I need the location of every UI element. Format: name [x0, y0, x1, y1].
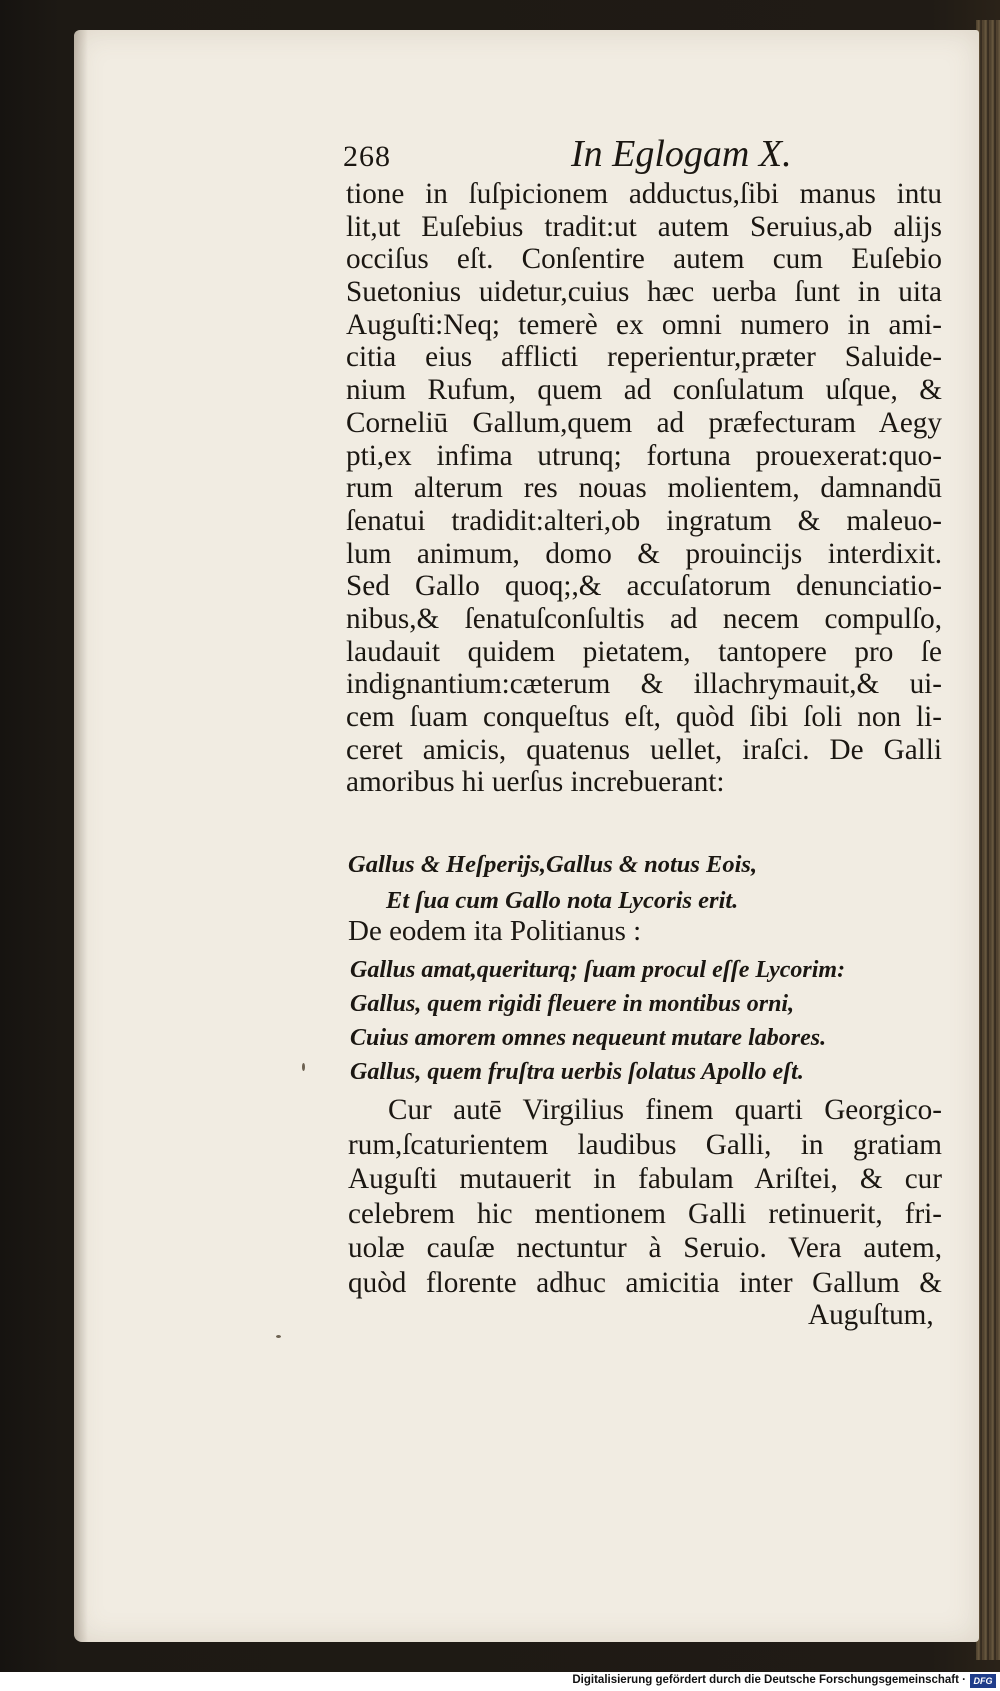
- verse-line: Gallus amat,queriturq; ſuam procul eſſe Lycorim:: [350, 957, 846, 983]
- catchword: Auguſtum,: [808, 1299, 934, 1331]
- text-line: nium Rufum, quem ad conſulatum uſque, &: [346, 374, 942, 407]
- verse-quotation-2: [350, 953, 910, 1089]
- text-line: Auguſti:Neq; temerè ex omni numero in ami-: [346, 308, 942, 341]
- funding-credit: Digitalisierung gefördert durch die Deutsche Forschungsgemeinschaft ·: [572, 1674, 966, 1686]
- running-head: [343, 132, 803, 178]
- body-paragraph-2: [348, 1093, 942, 1300]
- text-line: ſenatui tradidit:alteri,ob ingratum & maleuo-: [346, 504, 942, 537]
- text-line: Cur autē Virgilius finem quarti Georgico-: [388, 1094, 942, 1126]
- text-line: quòd florente adhuc amicitia inter Gallum &: [348, 1266, 942, 1299]
- text-line: Suetonius uidetur,cuius hæc uerba ſunt in uita: [346, 276, 942, 309]
- text-line: tione in ſuſpicionem adductus,ſibi manus intu: [346, 178, 942, 210]
- verse-quotation-1: [348, 847, 908, 919]
- verse-introduction: De eodem ita Politianus :: [348, 915, 642, 947]
- running-title: In Eglogam X.: [571, 133, 792, 175]
- text-line: occiſus eſt. Conſentire autem cum Euſebio: [346, 243, 942, 276]
- text-line: cem ſuam conqueſtus eſt, quòd ſibi ſoli non li-: [346, 701, 942, 733]
- text-line: uolæ cauſæ nectuntur à Seruio. Vera autem,: [348, 1232, 942, 1264]
- text-line: ceret amicis, quatenus uellet, iraſci. De Galli: [346, 733, 942, 766]
- text-line: lum animum, domo & prouincijs interdixit.: [346, 537, 942, 570]
- text-line: Auguſti mutauerit in fabulam Ariſtei, & cur: [348, 1163, 942, 1195]
- book-fore-edge: [976, 20, 1000, 1660]
- text-line: celebrem hic mentionem Galli retinuerit, fri-: [348, 1197, 942, 1230]
- page-gutter-shadow: [74, 30, 88, 1642]
- verse-line: Gallus, quem rigidi fleuere in montibus orni,: [350, 991, 795, 1017]
- verse-line: Gallus, quem fruſtra uerbis ſolatus Apollo eſt.: [350, 1059, 804, 1085]
- verse-line: Gallus & Heſperijs,Gallus & notus Eois,: [348, 851, 758, 878]
- text-line: pti,ex infima utrunq; fortuna prouexerat:quo-: [346, 439, 942, 472]
- text-line: rum alterum res nouas molientem, damnandū: [346, 472, 942, 505]
- paper-speck: [276, 1335, 281, 1338]
- text-line: rum,ſcaturientem laudibus Galli, in gratiam: [348, 1128, 942, 1161]
- text-line: indignantium:cæterum & illachrymauit,& ui-: [346, 668, 942, 701]
- body-paragraph-1: [346, 178, 942, 799]
- verse-line: Cuius amorem omnes nequeunt mutare labores.: [350, 1025, 827, 1051]
- text-line: laudauit quidem pietatem, tantopere pro ſe: [346, 635, 942, 668]
- text-line: Sed Gallo quoq;,& accuſatorum denunciatio-: [346, 570, 942, 603]
- text-line: amoribus hi uerſus increbuerant:: [346, 766, 725, 799]
- dfg-logo: DFG: [970, 1674, 996, 1688]
- footer-bar: [0, 1672, 1000, 1691]
- text-line: nibus,& ſenatuſconſultis ad necem compulſo,: [346, 602, 942, 635]
- text-line: lit,ut Euſebius tradit:ut autem Seruius,ab alijs: [346, 210, 942, 243]
- text-line: Corneliū Gallum,quem ad præfecturam Aegy: [346, 406, 942, 439]
- page-number: 268: [343, 140, 391, 173]
- text-line: citia eius afflicti reperientur,præter Saluide-: [346, 341, 942, 374]
- paper-speck: [302, 1063, 305, 1071]
- verse-line: Et ſua cum Gallo nota Lycoris erit.: [386, 887, 739, 914]
